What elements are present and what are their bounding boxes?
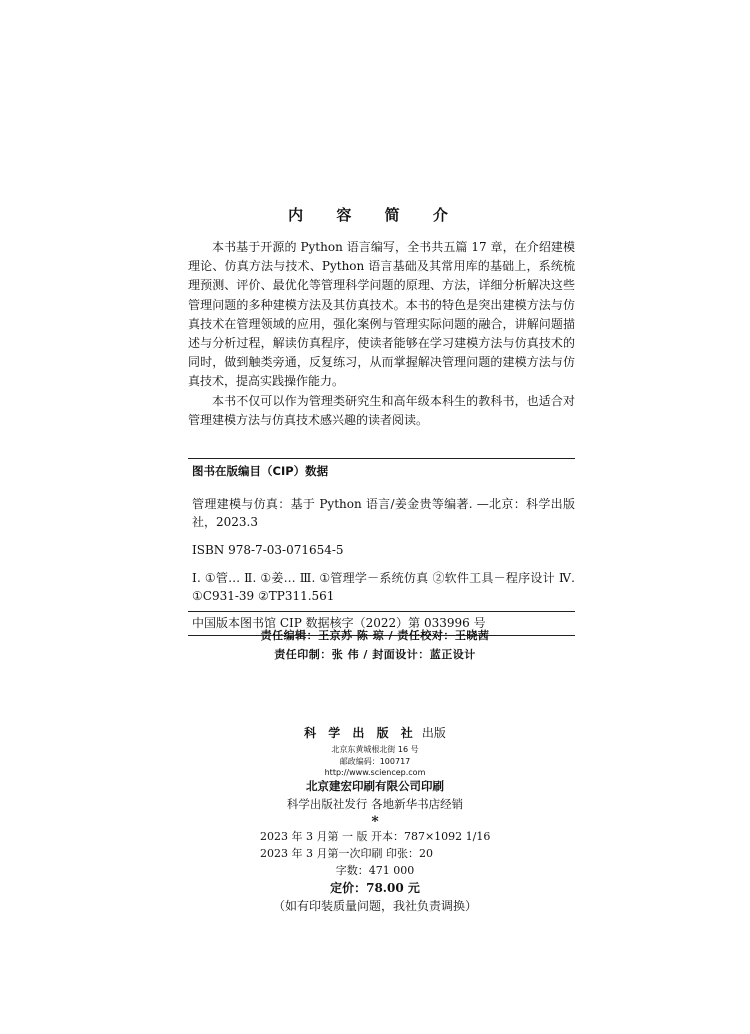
- edition-line: 2023 年 3 月第 一 版 开本：787×1092 1/16: [260, 830, 491, 843]
- printer-line: 北京建宏印刷有限公司印刷: [306, 779, 444, 793]
- credits-line-1: 责任编辑：王京苏 陈 琼 / 责任校对：王晓茜: [260, 629, 490, 642]
- cip-record-number: 中国版本图书馆 CIP 数据核字（2022）第 033996 号: [192, 616, 486, 630]
- distribution-line: 科学出版社发行 各地新华书店经销: [286, 797, 464, 811]
- quality-note: （如有印装质量问题，我社负责调换）: [272, 899, 477, 913]
- cip-block: [188, 458, 575, 636]
- separator-star: *: [371, 814, 379, 830]
- publisher-postcode: 邮政编码：100717: [339, 757, 411, 766]
- publisher-line: [0, 722, 750, 741]
- intro-paragraph-2: 本书不仅可以作为管理类研究生和高年级本科生的教科书，也适合对管理建模方法与仿真技术感兴趣的读者阅读。: [188, 393, 575, 427]
- intro-body: [188, 238, 575, 430]
- publisher-name: 科 学 出 版 社: [304, 726, 417, 740]
- publisher-address: 北京东黄城根北街 16 号: [331, 745, 419, 754]
- intro-title: 内 容 简 介: [288, 206, 462, 224]
- price: 定价：78.00 元: [330, 881, 420, 895]
- intro-paragraph-1: 本书基于开源的 Python 语言编写，全书共五篇 17 章，在介绍建模理论、仿真方法与技术、Python 语言基础及其常用库的基础上，系统梳理预测、评价、最优化等管理科学问题的原理、方法，详细分析解决这些管理问题的多种建模方法及其仿真技术。本书的特色是突出建模方法与仿真技术在管理领域的应用，强化案例与管理实际问题的融合，讲解问题描述与分析过程，解读仿真程序，使读者能够在学习建模方法与仿真技术的同时，做到触类旁通，反复练习，从而掌握解决管理问题的建模方法与仿真技术，提高实践操作能力。: [188, 240, 575, 389]
- cip-isbn: ISBN 978-7-03-071654-5: [192, 543, 344, 557]
- cip-title-line: 管理建模与仿真：基于 Python 语言/姜金贵等编著. —北京：科学出版社，2023.3: [192, 497, 575, 529]
- print-line: 2023 年 3 月第一次印刷 印张：20: [260, 847, 433, 860]
- publisher-suffix: 出版: [421, 726, 446, 740]
- word-count: 字数：471 000: [335, 864, 415, 877]
- cip-heading: 图书在版编目（CIP）数据: [192, 464, 329, 478]
- cip-classification: Ⅰ. ①管… Ⅱ. ①姜… Ⅲ. ①管理学－系统仿真 ②软件工具－程序设计 Ⅳ. ①C931-39 ②TP311.561: [192, 571, 575, 603]
- credits-line-2: 责任印制：张 伟 / 封面设计：蓝正设计: [274, 648, 476, 661]
- publisher-website: http://www.sciencep.com: [324, 768, 426, 777]
